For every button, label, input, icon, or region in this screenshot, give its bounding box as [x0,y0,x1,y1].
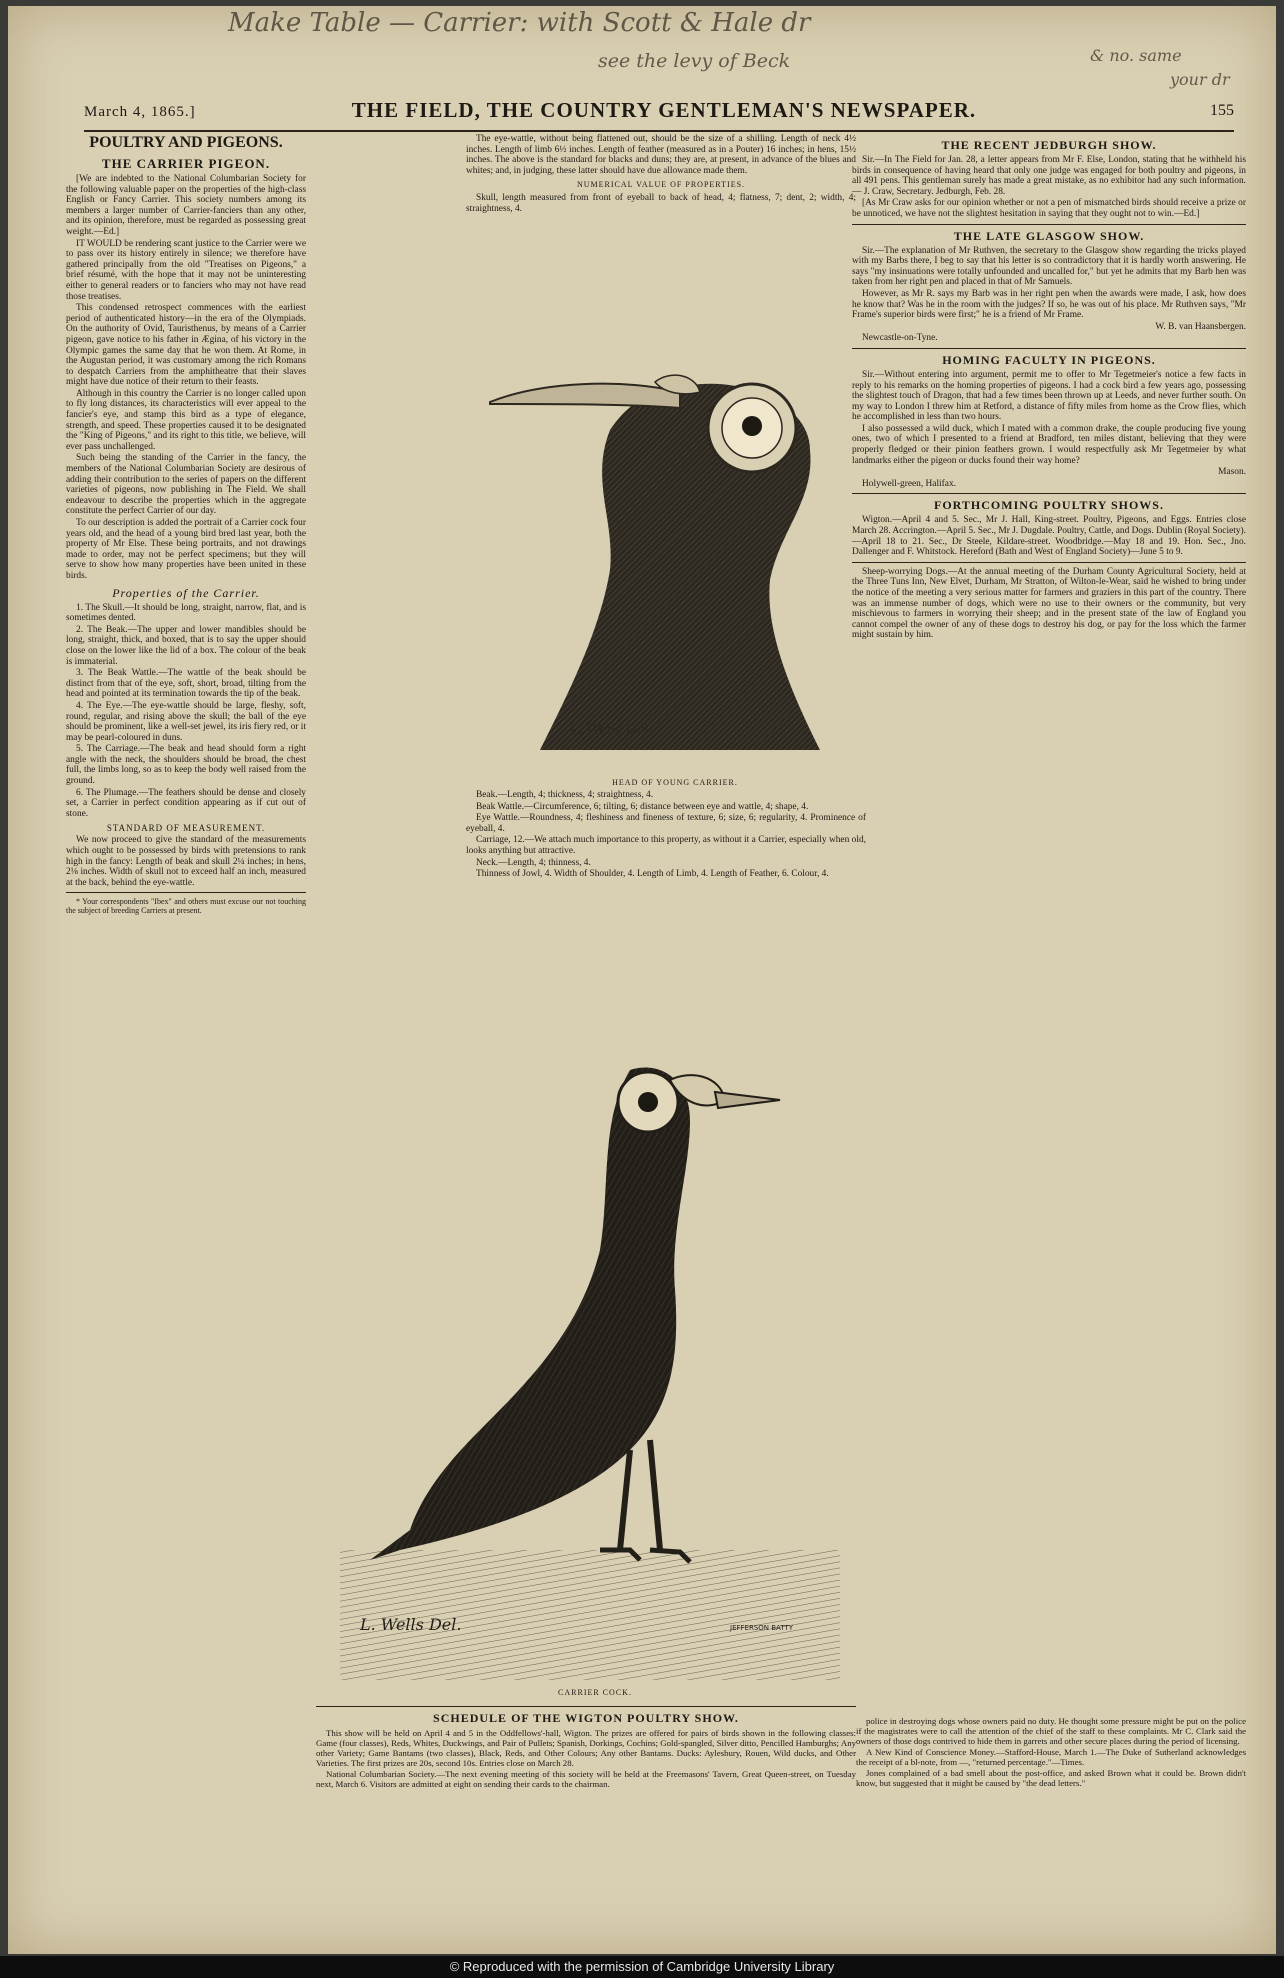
divider [852,348,1246,349]
footnote: * Your correspondents "Ibex" and others must excuse our not touching the subject of breeding Carriers at present. [66,897,306,916]
article-title: THE CARRIER PIGEON. [101,156,271,171]
divider [852,493,1246,494]
letter-paragraph: However, as Mr R. says my Barb was in her right pen when the awards were made, I ask, how does he know that? Was he in the room with the judges? If so, he was out of his place. Mr Ruthven says, "Mr Frame's superior birds were first;" he is a friend of Mr Frame. [852,288,1246,321]
schedule-article [316,1702,856,1790]
article-paragraph: Skull, length measured from front of eyeball to back of head, 4; flatness, 7; dent, 2; width, 4; straightness, 4. [466,193,856,214]
article-title: THE RECENT JEDBURGH SHOW. [941,138,1157,152]
illustration-caption: HEAD OF YOUNG CARRIER. [612,778,738,787]
value-item: Carriage, 12.—We attach much importance to this property, as without it a Carrier, especially when old, looks anything but attractive. [466,835,866,856]
property-item: 5. The Carriage.—The beak and head should form a right angle with the neck, the shoulders should be broad, the chest full, the limbs long, so as to keep the body well raised from the ground. [66,744,306,787]
property-item: 2. The Beak.—The upper and lower mandibles should be long, straight, thick, and boxed, that is to say the upper should close on the lower like the lid of a box. The colour of the beak is immaterial. [66,624,306,667]
article-paragraph: We now proceed to give the standard of the measurements which ought to be possessed by birds with pretensions to rank high in the fancy: Length of beak and skull 2¼ inches; in hens, 2⅛ inches. Width of skull not to exceed half an inch, measured at the back, behind the eye-wattle. [66,835,306,888]
letter-place: Holywell-green, Halifax. [862,478,956,489]
article-paragraph: Although in this country the Carrier is no longer called upon to fly long distances, its characteristics will ever appeal to the fancier's eye, and stamp this bird as a type of elegance, strength, and speed. These properties caused it to be designated the "King of Pigeons," and its right to this title, we believe, will ever pass unchallenged. [66,388,306,452]
handwritten-note-2: see the levy of Beck [598,50,791,72]
value-item: Thinness of Jowl, 4. Width of Shoulder, 4. Length of Limb, 4. Length of Feather, 6. Colour, 4. [476,869,829,880]
property-item: 6. The Plumage.—The feathers should be dense and closely set, a Carrier in perfect condition appearing as if cut out of stone. [66,787,306,819]
carrier-cock-illustration [330,1030,860,1690]
article-paragraph: IT WOULD be rendering scant justice to the Carrier were we to pass over its history entirely in silence; we therefore have gathered principally from the old "Treatises on Pigeons," a brief résumé, with the hope that it may not be uninteresting either to general readers or to fanciers who may not have read those treatises. [66,238,306,302]
section-heading: POULTRY AND PIGEONS. [89,134,283,151]
divider [852,224,1246,225]
subheading: Properties of the Carrier. [112,585,260,600]
handwritten-note-3: & no. same [1090,46,1182,65]
handwritten-note-4: your dr [1170,70,1230,89]
value-item: Neck.—Length, 4; thinness, 4. [476,857,591,868]
divider [852,562,1246,563]
column-right [852,134,1246,1924]
article-paragraph: To our description is added the portrait of a Carrier cock four years old, and the head of a young bird bred last year, both the property of Mr Else. These being portraits, and not drawings made to order, may not be perfect specimens; but they will serve to show how many properties have been united in these birds. [66,518,306,581]
copyright-credit: © Reproduced with the permission of Cambridge University Library [0,1956,1284,1978]
article-paragraph: A New Kind of Conscience Money.—Stafford-House, March 1.—The Duke of Sutherland acknowledges the receipt of a bl-note, from —, "returned percentage."—Times. [856,1747,1246,1767]
article-title: SCHEDULE OF THE WIGTON POULTRY SHOW. [433,1711,739,1725]
artist-signature: L. Wells Del. [570,723,653,738]
masthead [84,96,1234,132]
article-paragraph: Such being the standing of the Carrier in the fancy, the members of the National Columbarian Society are desirous of adding their contribution to the series of papers on the different varieties of pigeons, now publishing in The Field. We shall endeavour to describe the properties which in the aggregate constitute the perfect Carrier of our day. [66,453,306,517]
issue-date: March 4, 1865.] [84,104,196,120]
article-paragraph: police in destroying dogs whose owners paid no duty. He thought some pressure might be put on the police if the magistrates were to call the attention of the chief of the staff to these complaints. Mr C. Clark said the owners of those dogs contrived to hide them in garrets and other secure places during the period of licensing. [856,1716,1246,1746]
letter-place: Newcastle-on-Tyne. [862,333,938,344]
article-title: THE LATE GLASGOW SHOW. [953,228,1145,243]
letter-paragraph: Sir.—In The Field for Jan. 28, a letter appears from Mr F. Else, London, stating that he withheld his birds in consequence of having heard that only one judge was engaged for both poultry and pigeons, in all 491 pens. This gentleman surely has made a great mistake, as no exhibitor had any such information. — J. Craw, Secretary. Jedburgh, Feb. 28. [852,155,1246,197]
handwritten-note-1: Make Table — Carrier: with Scott & Hale dr [228,8,811,38]
letter-signature: Mason. [1218,467,1246,478]
divider [66,892,306,893]
subheading: STANDARD OF MEASUREMENT. [106,823,266,834]
column-left [66,134,306,1924]
divider [316,1706,856,1707]
article-paragraph: National Columbarian Society.—The next evening meeting of this society will be held at the Freemasons' Tavern, Great Queen-street, on Tuesday next, March 6. Visitors are admitted at eight on sending their cards to the chairman. [316,1769,856,1789]
property-item: 1. The Skull.—It should be long, straight, narrow, flat, and is sometimes dented. [66,602,306,624]
newspaper-title: THE FIELD, THE COUNTRY GENTLEMAN'S NEWSPAPER. [351,98,977,122]
engraver-credit: JEFFERSON BATTY [730,1624,793,1632]
property-item: 4. The Eye.—The eye-wattle should be large, fleshy, soft, round, regular, and rising above the skull; the ball of the eye should be prominent, like a well-set jewel, its iris fiery red, or it may be pearl-coloured in duns. [66,700,306,743]
letter-paragraph: I also possessed a wild duck, which I mated with a common drake, the couple producing five young ones, two of which I presented to a friend at Bradford, ten miles distant, believing that they were properly fledged or their pinion feathers grown. I would respectfully ask Mr Tegetmeier by what landmarks either the pigeon or ducks found their way home? [852,423,1246,466]
value-item: Beak.—Length, 4; thickness, 4; straightness, 4. [476,790,654,800]
article-paragraph: Sheep-worrying Dogs.—At the annual meeting of the Durham County Agricultural Society, held at the Three Tuns Inn, New Elvet, Durham, Mr Stratton, of Wilton-le-Wear, said he wished to bring under the notice of the meeting a very serious matter for farmers and graziers in this part of the country. There was an immense number of dogs, which were no use to their owners or the community, but very mischievous to farmers in worrying their sheep; and in the present state of the law of England you cannot compel the owner of any of these dogs to destroy his dog, or pay for the loss which the farmer might sustain by him. [852,566,1246,641]
subheading: NUMERICAL VALUE OF PROPERTIES. [576,180,746,190]
numerical-values-block [466,790,866,881]
shows-list: Wigton.—April 4 and 5. Sec., Mr J. Hall, King-street. Poultry, Pigeons, and Eggs. Entries close March 28. Accrington.—April 5. Sec., Mr J. Dugdale. Poultry, Cattle, and Dogs. Dublin (Royal Society).—April 18 to 21. Sec., Dr Steele, Kildare-street. Woodbridge.—May 18 and 19. Hon. Sec., Jno. Dallenger and F. Whitstock. Hereford (Bath and West of England Society)—June 5 to 9. [852,515,1246,558]
value-item: Beak Wattle.—Circumference, 6; tilting, 6; distance between eye and wattle, 4; shape, 4. [476,801,809,812]
article-title: FORTHCOMING POULTRY SHOWS. [934,498,1164,513]
property-item: 3. The Beak Wattle.—The wattle of the beak should be distinct from that of the eye, soft, short, broad, tilting from the head and pointed at its termination towards the tip of the beak. [66,668,306,700]
artist-signature: L. Wells Del. [360,1615,462,1634]
article-paragraph: This show will be held on April 4 and 5 in the Oddfellows'-hall, Wigton. The prizes are offered for pairs of birds shown in the following classes: Game (four classes), Reds, Whites, Duckwings, and Pair of Pullets; Spanish, Dorkings, Cochins; Gold-spangled, Silver ditto, Pencilled Hamburghs; Any other Variety; Game Bantams (two classes), Black, Reds, and Other Colours; Any other Bantams. Ducks: Aylesbury, Rouen, Wild ducks, and Other Varieties. The first prizes are 20s, second 10s. Entries close on March 28. [316,1728,856,1768]
article-title: HOMING FACULTY IN PIGEONS. [942,352,1156,367]
editor-note: [As Mr Craw asks for our opinion whether or not a pen of mismatched birds should receive a prize or be unnoticed, we have not the slightest hesitation in saying that they ought not to win.—Ed.] [852,198,1246,219]
article-paragraph: Jones complained of a bad smell about the post-office, and asked Brown what it could be. Brown didn't know, but suggested that it might be caused by "the dead letters." [856,1768,1246,1788]
illustration-caption: CARRIER COCK. [558,1688,632,1697]
article-paragraph: The eye-wattle, without being flattened out, should be the size of a shilling. Length of neck 4½ inches. Length of limb 6½ inches. Length of feather (measured as in a Pouter) 16 inches; in hens, 15½ inches. The above is the standard for blacks and duns; they are, at present, in advance of the blues and whites; and, in judging, these latter should have due allowance made them. [466,134,856,176]
value-item: Eye Wattle.—Roundness, 4; fleshiness and fineness of texture, 6; size, 6; regularity, 4. Prominence of eyeball, 4. [466,813,866,834]
letter-paragraph: Sir.—Without entering into argument, permit me to offer to Mr Tegetmeier's notice a few facts in reply to his remarks on the homing properties of pigeons. I had a cock bird a few years ago, possessing the slightest touch of Dragon, that had a few times been thrown up at Leeds, and never further south. On my way to London I threw him at Retford, a distance of fifty miles from home as the Crow flies, which he accomplished in less than two hours. [852,369,1246,423]
head-of-young-carrier-illustration [480,330,870,770]
letter-signature: W. B. van Haansbergen. [1155,321,1246,332]
letter-paragraph: Sir.—The explanation of Mr Ruthven, the secretary to the Glasgow show regarding the tricks played with my Barbs there, I beg to say that his letter is so contradictory that it is hardly worth answering. He says "my insinuations were totally unfounded and uncalled for," but yet he admits that my Barb hen was taken from her right pen and placed in that of Mr Samuels. [852,245,1246,288]
article-intro: [We are indebted to the National Columbarian Society for the following valuable paper on the properties of the high-class English or Fancy Carrier. This society numbers among its members a larger number of Carrier-fanciers than any other, and its opinion, therefore, must be regarded as possessing great weight.—Ed.] [66,174,306,237]
bottom-right-block [856,1716,1246,1789]
article-paragraph: This condensed retrospect commences with the earliest period of authenticated history—in the era of the Olympiads. On the authority of Ovid, Tauristhenus, by means of a Carrier pigeon, gave notice to his father in Ægina, of his victory in the Olympic games the same day that he won them. At Rome, in the Augustan period, it was customary among the rich Romans to despatch Carriers from the amphitheatre that their slaves might have due notice of their return to their feasts. [66,303,306,388]
page-number: 155 [1210,102,1234,119]
